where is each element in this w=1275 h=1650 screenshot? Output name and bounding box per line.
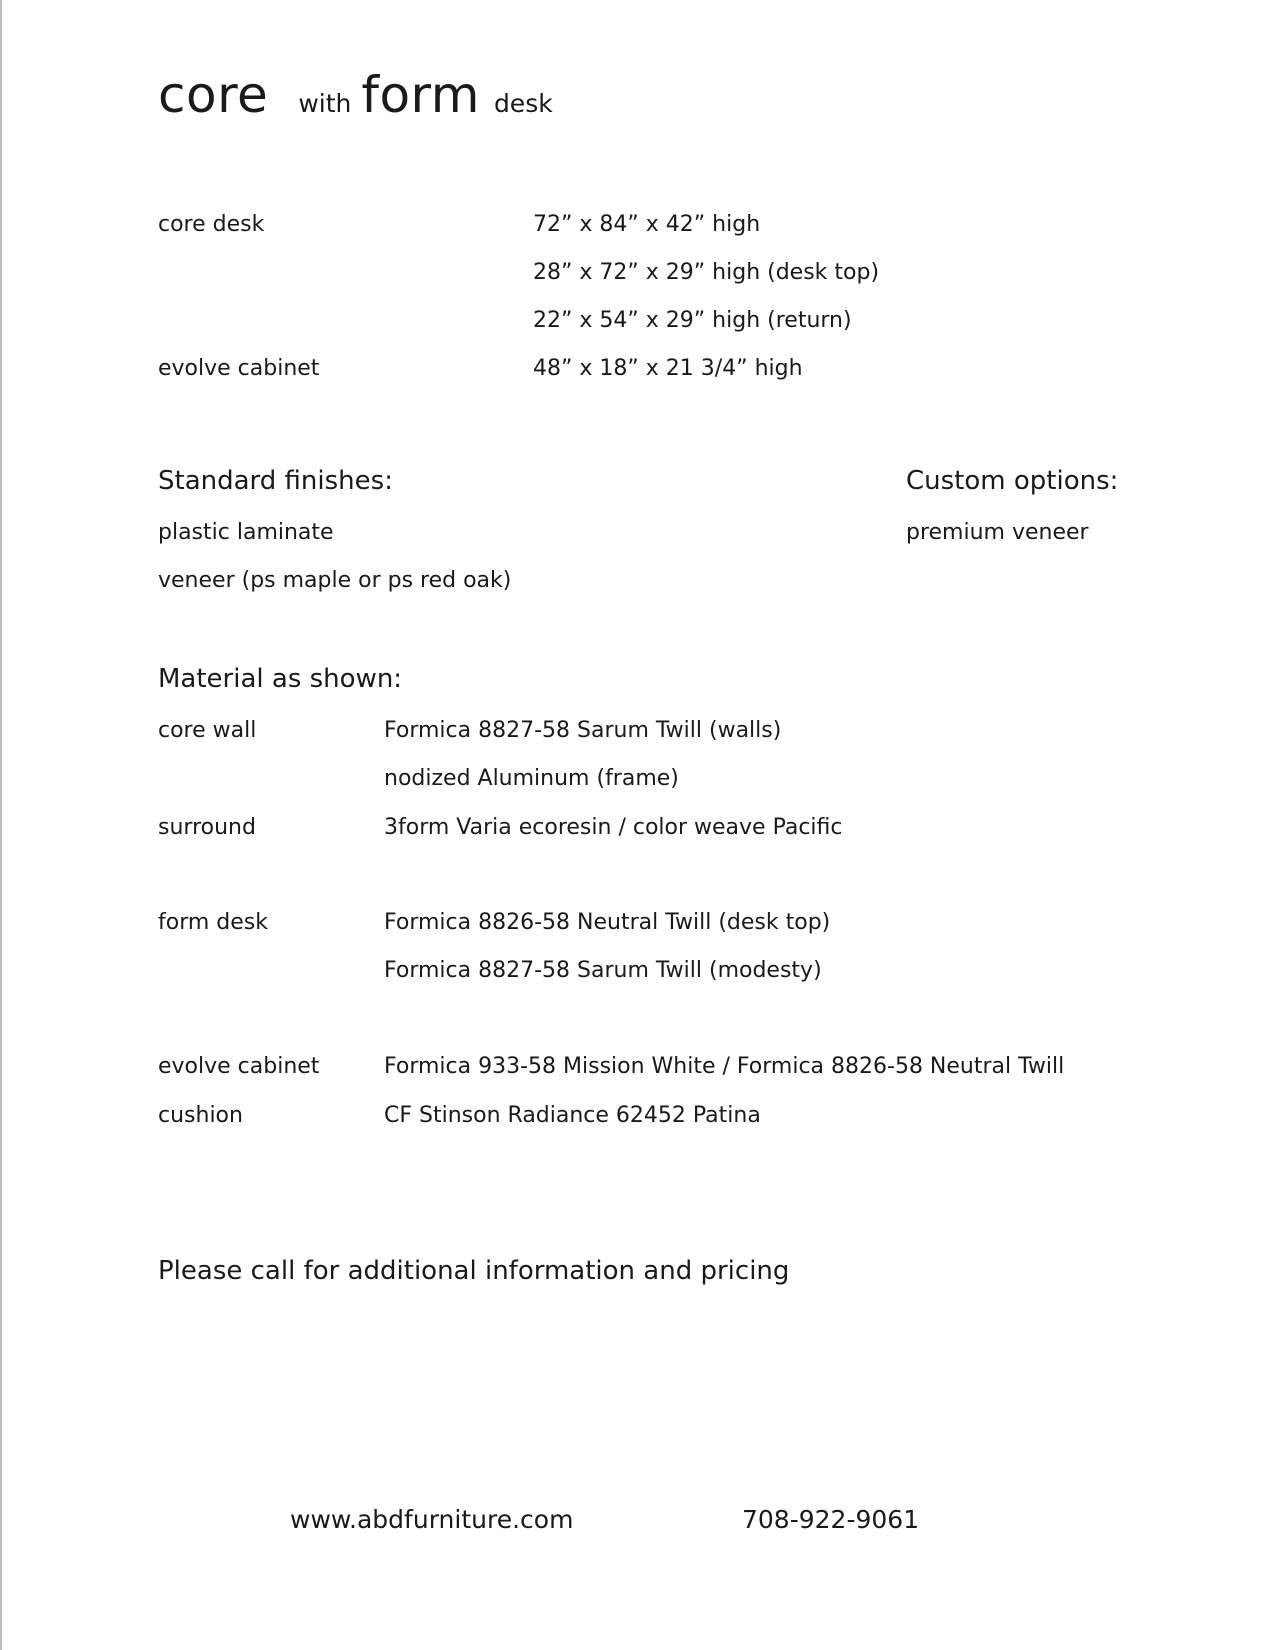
title-with: with: [298, 89, 352, 118]
form-desk-label: form desk: [158, 910, 268, 935]
custom-options-heading: Custom options:: [906, 466, 1119, 496]
form-desk-material-1: Formica 8826-58 Neutral Twill (desk top): [384, 910, 831, 935]
material-heading: Material as shown:: [158, 664, 403, 694]
page-edge-rule: [0, 0, 2, 1650]
standard-finish-item: plastic laminate: [158, 520, 334, 545]
cushion-label: cushion: [158, 1103, 243, 1128]
website-link[interactable]: www.abdfurniture.com: [290, 1505, 574, 1534]
form-desk-material-2: Formica 8827-58 Sarum Twill (modesty): [384, 958, 822, 983]
title-desk: desk: [493, 89, 553, 118]
surround-label: surround: [158, 815, 256, 840]
surround-material: 3form Varia ecoresin / color weave Pacific: [384, 815, 843, 840]
core-wall-label: core wall: [158, 718, 257, 743]
core-wall-material-2: nodized Aluminum (frame): [384, 766, 679, 791]
evolve-cabinet-material: Formica 933-58 Mission White / Formica 8826-58 Neutral Twill: [384, 1054, 1065, 1079]
phone-number[interactable]: 708-922-9061: [742, 1505, 920, 1534]
evolve-cabinet-dimension: 48” x 18” x 21 3/4” high: [533, 356, 803, 381]
standard-finishes-heading: Standard finishes:: [158, 466, 393, 496]
core-desk-dimension-3: 22” x 54” x 29” high (return): [533, 308, 852, 333]
core-desk-dimension-1: 72” x 84” x 42” high: [533, 212, 761, 237]
evolve-cabinet-label: evolve cabinet: [158, 356, 320, 381]
title-core: core: [158, 66, 269, 124]
title-form: form: [361, 66, 480, 124]
custom-option-item: premium veneer: [906, 520, 1089, 545]
core-desk-label: core desk: [158, 212, 265, 237]
evolve-cabinet-material-label: evolve cabinet: [158, 1054, 320, 1079]
core-desk-dimension-2: 28” x 72” x 29” high (desk top): [533, 260, 880, 285]
standard-finish-item: veneer (ps maple or ps red oak): [158, 568, 512, 593]
cushion-material: CF Stinson Radiance 62452 Patina: [384, 1103, 761, 1128]
closing-text: Please call for additional information and pricing: [158, 1256, 790, 1286]
page-title: [158, 66, 553, 124]
core-wall-material-1: Formica 8827-58 Sarum Twill (walls): [384, 718, 782, 743]
